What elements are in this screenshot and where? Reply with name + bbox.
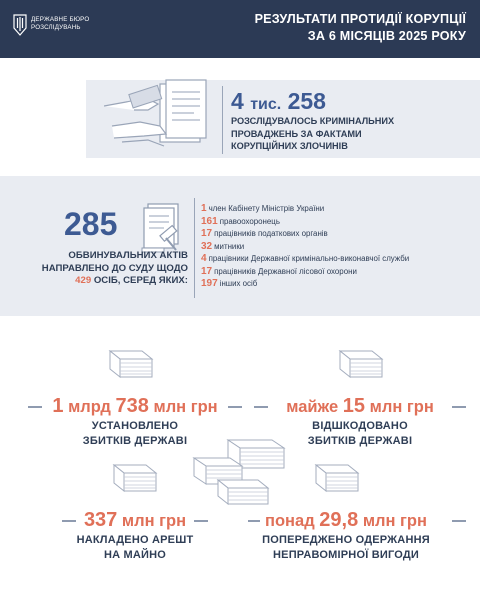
investigations-count-unit: тис. [250, 96, 282, 113]
breakdown-item-text: працівників Державної лісової охорони [214, 266, 357, 276]
damages-amount-millions: 738 [115, 395, 149, 417]
persons-count: 429 [75, 275, 92, 286]
damages-amount-unit1: млрд [68, 398, 111, 416]
recovered-label-line1: ВІДШКОДОВАНО [312, 420, 408, 432]
breakdown-item [201, 266, 409, 279]
prevented-amount [248, 509, 444, 532]
breakdown-item-text: митники [214, 241, 245, 251]
page-title-line1: РЕЗУЛЬТАТИ ПРОТИДІЇ КОРУПЦІЇ [254, 12, 466, 26]
breakdown-item [201, 203, 409, 216]
arrest-bar-right [194, 520, 208, 522]
breakdown-item-count: 17 [201, 228, 213, 239]
prevented-label-line1: ПОПЕРЕДЖЕНО ОДЕРЖАННЯ [262, 534, 430, 546]
indictments-text-line1: ОБВИНУВАЛЬНИХ АКТІВ [68, 250, 188, 261]
breakdown-item-count: 1 [201, 203, 207, 214]
recovered-amount-unit: млн грн [369, 398, 434, 416]
money-stack-icon [312, 461, 362, 495]
dbr-logo-icon [13, 14, 27, 36]
arrest-amount-value: 337 [83, 509, 118, 531]
recovered-bar-left [254, 406, 268, 408]
court-gavel-icon [134, 198, 190, 254]
arrest-label [40, 533, 230, 562]
persons-label: ОСІБ, СЕРЕД ЯКИХ: [93, 275, 188, 286]
arrest-amount-unit: млн грн [121, 512, 187, 530]
hand-money-icon [104, 76, 224, 156]
breakdown-item-count: 161 [201, 215, 218, 227]
prevented-bar-right [452, 520, 466, 522]
prevented-amount-prefix: понад [265, 512, 315, 530]
investigations-count-thousands: 4 [231, 88, 244, 114]
indictments-text-line2: НАПРАВЛЕНО ДО СУДУ ЩОДО [41, 262, 188, 274]
investigations-text-line2: ПРОВАДЖЕНЬ ЗА ФАКТАМИ [231, 128, 362, 139]
breakdown-item-count: 17 [201, 265, 213, 277]
prevented-amount-unit: млн грн [362, 512, 427, 530]
indictments-count: 285 [64, 206, 118, 242]
damages-amount-billions: 1 [52, 395, 64, 417]
damages-label-line2: ЗБИТКІВ ДЕРЖАВІ [82, 434, 188, 447]
breakdown-item-text: член Кабінету Міністрів України [208, 204, 325, 213]
investigations-count-rest: 258 [287, 88, 326, 114]
breakdown-item-text: працівники Державної кримінально-виконавчої служби [208, 254, 410, 263]
damages-label [40, 419, 230, 448]
org-name [31, 16, 89, 32]
arrest-bar-left [62, 520, 76, 522]
investigations-divider [222, 86, 223, 154]
org-name-line2: РОЗСЛІДУВАНЬ [31, 24, 81, 31]
prevented-label-line2: НЕПРАВОМІРНОЇ ВИГОДИ [273, 548, 419, 561]
breakdown-item-text: працівників податкових органів [214, 229, 328, 238]
money-stack-icon [110, 461, 160, 495]
breakdown-item-text: правоохоронець [219, 216, 280, 226]
arrest-label-line2: НА МАЙНО [103, 548, 167, 561]
damages-bar-left [28, 406, 42, 408]
damages-amount-unit2: млн грн [153, 398, 218, 416]
prevented-amount-value: 29,8 [319, 509, 359, 531]
breakdown-item [201, 253, 409, 266]
damages-bar-right [228, 406, 242, 408]
recovered-amount-value: 15 [342, 395, 366, 417]
money-stack-icon [106, 347, 156, 381]
indictments-description [26, 250, 188, 288]
org-name-line1: ДЕРЖАВНЕ БЮРО [31, 16, 90, 23]
breakdown-item [201, 278, 409, 291]
arrest-label-line1: НАКЛАДЕНО АРЕШТ [76, 534, 194, 546]
breakdown-item [201, 216, 409, 229]
recovered-label-line2: ЗБИТКІВ ДЕРЖАВІ [307, 434, 413, 447]
damages-label-line1: УСТАНОВЛЕНО [91, 420, 179, 432]
breakdown-item-count: 32 [201, 240, 213, 252]
money-stack-icon [336, 347, 386, 381]
prevented-label [248, 533, 444, 562]
breakdown-item-count: 4 [201, 253, 207, 264]
breakdown-item-count: 197 [201, 278, 218, 289]
investigations-count [231, 88, 326, 115]
breakdown-list [201, 203, 409, 291]
recovered-amount-prefix: майже [286, 398, 339, 416]
recovered-bar-right [452, 406, 466, 408]
indictments-section [0, 176, 480, 316]
indictments-text-line3 [26, 275, 188, 288]
page-title-line2: ЗА 6 МІСЯЦІВ 2025 РОКУ [307, 29, 466, 43]
breakdown-item-text: інших осіб [219, 279, 258, 288]
damages-amount [40, 395, 230, 418]
investigations-text-line3: КОРУПЦІЙНИХ ЗЛОЧИНІВ [231, 141, 348, 151]
investigations-description [231, 115, 394, 153]
breakdown-item [201, 228, 409, 241]
prevented-bar-left [248, 520, 260, 522]
investigations-section [0, 58, 480, 176]
investigations-text-line1: РОЗСЛІДУВАЛОСЬ КРИМІНАЛЬНИХ [231, 116, 395, 126]
recovered-label [265, 419, 455, 448]
breakdown-item [201, 241, 409, 254]
indictments-divider [194, 198, 195, 298]
header-banner [0, 0, 480, 58]
recovered-amount [265, 395, 455, 418]
page-title [255, 11, 466, 45]
